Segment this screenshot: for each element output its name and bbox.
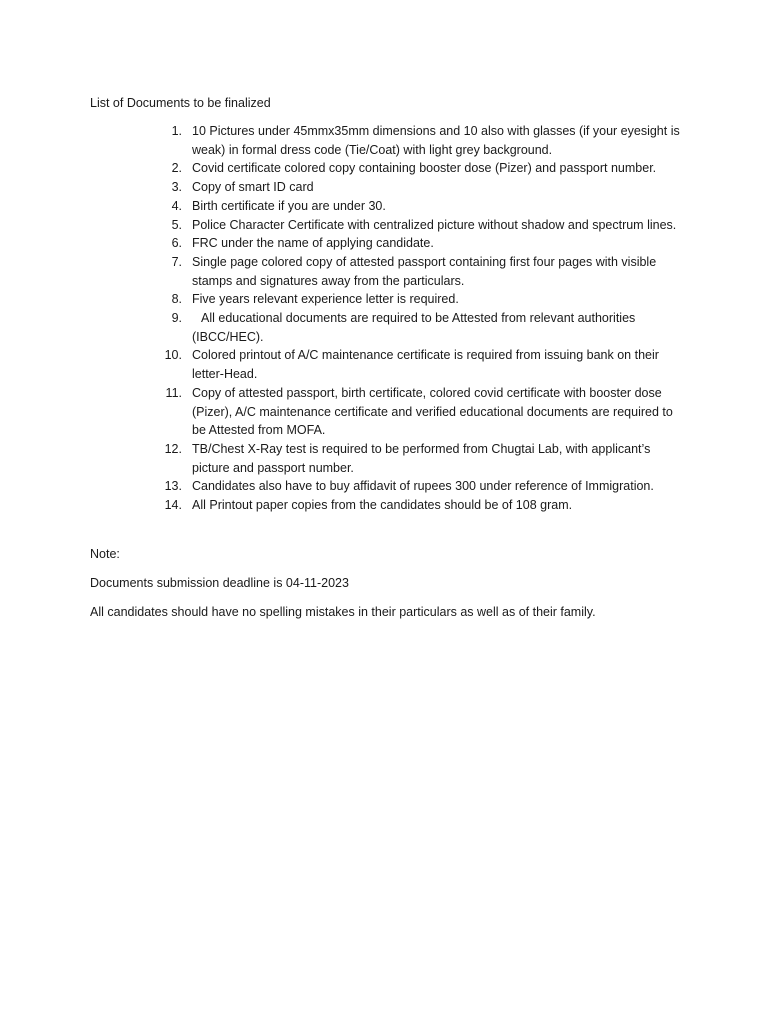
list-item-number: 13.	[164, 479, 182, 494]
list-item-text: FRC under the name of applying candidate.	[192, 236, 434, 251]
list-item-text: Candidates also have to buy affidavit of rupees 300 under reference of Immigration.	[192, 479, 654, 494]
list-item	[0, 309, 682, 346]
list-item	[0, 440, 682, 477]
list-item	[0, 253, 682, 290]
list-item-text: Colored printout of A/C maintenance certificate is required from issuing bank on their letter-Head.	[192, 348, 659, 382]
list-item-text: Copy of smart ID card	[192, 180, 314, 195]
list-item-text: 10 Pictures under 45mmx35mm dimensions and 10 also with glasses (if your eyesight is weak) in formal dress code (Tie/Coat) with light grey background.	[192, 124, 680, 157]
list-item-text: Birth certificate if you are under 30.	[192, 198, 386, 213]
list-item	[0, 234, 682, 253]
list-item-text: Copy of attested passport, birth certificate, colored covid certificate with booster dose (Pizer), A/C maintenance certificate and verified educational documents are required to be Attested from MOFA.	[192, 385, 673, 438]
list-item	[0, 159, 682, 178]
list-item	[0, 477, 682, 496]
list-item-number: 6.	[171, 236, 182, 251]
list-item	[0, 346, 682, 383]
list-item-number: 8.	[171, 292, 182, 307]
list-item-number: 14.	[164, 498, 182, 513]
list-item-text: All educational documents are required to be Attested from relevant authorities (IBCC/HEC).	[192, 311, 636, 344]
list-item-text: Police Character Certificate with centralized picture without shadow and spectrum lines.	[192, 217, 677, 232]
list-item-text-wrapper	[192, 309, 682, 346]
list-item	[0, 290, 682, 309]
list-item-text: TB/Chest X-Ray test is required to be performed from Chugtai Lab, with applicant’s picture and passport number.	[192, 441, 651, 475]
list-item-number: 9.	[171, 311, 182, 326]
list-item-number: 12.	[164, 441, 182, 456]
list-item-text: Five years relevant experience letter is required.	[192, 292, 459, 307]
list-item-text: Covid certificate colored copy containing booster dose (Pizer) and passport number.	[192, 161, 657, 176]
deadline-text: Documents submission deadline is 04-11-2023	[90, 576, 349, 590]
list-item-number: 11.	[165, 385, 182, 400]
note-label: Note:	[90, 547, 120, 561]
spelling-notice: All candidates should have no spelling mistakes in their particulars as well as of their family.	[90, 605, 596, 619]
list-item	[0, 496, 682, 515]
list-item-number: 7.	[171, 254, 182, 269]
list-item	[0, 197, 682, 216]
list-item-number: 3.	[171, 180, 182, 195]
list-item-number: 5.	[171, 217, 182, 232]
list-item-number: 2.	[171, 161, 182, 176]
list-item	[0, 122, 682, 159]
list-item-number: 10.	[164, 348, 182, 363]
list-item	[0, 178, 682, 197]
list-item	[0, 216, 682, 235]
document-heading: List of Documents to be finalized	[90, 96, 271, 110]
list-item-text: All Printout paper copies from the candidates should be of 108 gram.	[192, 498, 573, 513]
documents-list	[0, 122, 768, 515]
list-item	[0, 384, 682, 440]
list-item-number: 4.	[171, 198, 182, 213]
list-item-text: Single page colored copy of attested passport containing first four pages with visible stamps and signatures away from the particulars.	[192, 254, 657, 288]
list-item-number: 1.	[171, 124, 182, 138]
